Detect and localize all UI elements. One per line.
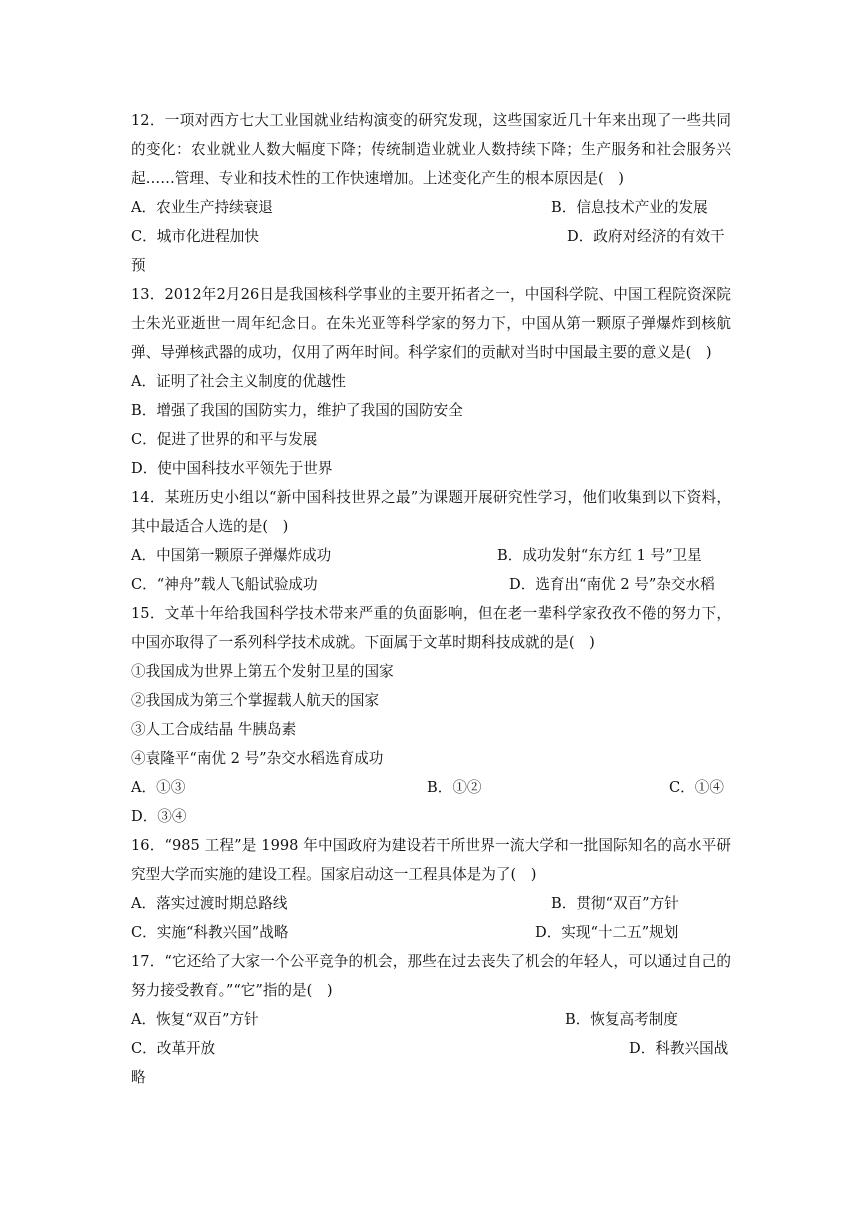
option-c: C．改革开放 (131, 1040, 216, 1057)
option-a: A．恢复“双百”方针 (131, 1011, 259, 1028)
option-d-continued: 预 (131, 257, 146, 274)
option-d: D．③④ (131, 808, 187, 825)
option-d: D．政府对经济的有效干 (567, 228, 725, 245)
options-row (131, 1005, 731, 1034)
option-a: A．农业生产持续衰退 (131, 199, 273, 216)
option-b: B．贯彻“双百”方针 (551, 895, 679, 912)
option-b: B．信息技术产业的发展 (551, 199, 708, 216)
options-row (131, 570, 731, 599)
option-c: C．①④ (669, 779, 724, 796)
option-b: B．恢复高考制度 (565, 1011, 678, 1028)
option-c: C．促进了世界的和平与发展 (131, 431, 318, 448)
options-row (131, 541, 731, 570)
option-c: C．城市化进程加快 (131, 228, 259, 245)
statement-item: ④袁隆平“南优 2 号”杂交水稻选育成功 (131, 750, 384, 767)
statement-item: ②我国成为第三个掌握载人航天的国家 (131, 692, 380, 709)
option-d: D．选育出“南优 2 号”杂交水稻 (509, 576, 715, 593)
statement-item: ①我国成为世界上第五个发射卫星的国家 (131, 663, 394, 680)
option-d: D．科教兴国战 (629, 1040, 729, 1057)
question-stem: 16．“985 工程”是 1998 年中国政府为建设若干所世界一流大学和一批国际知名的高水平研究型大学而实施的建设工程。国家启动这一工程具体是为了( ) (131, 837, 731, 883)
option-a: A．落实过渡时期总路线 (131, 895, 288, 912)
options-row (131, 193, 731, 222)
option-a: A．中国第一颗原子弹爆炸成功 (131, 547, 332, 564)
question-stem: 14．某班历史小组以“新中国科技世界之最”为课题开展研究性学习，他们收集到以下资料，其中最适合人选的是( ) (131, 489, 731, 535)
question-12 (131, 106, 731, 280)
option-a: A．①③ (131, 779, 186, 796)
options-row (131, 1034, 731, 1063)
question-15 (131, 599, 731, 831)
option-b: B．增强了我国的国防实力，维护了我国的国防安全 (131, 402, 463, 419)
options-row (131, 889, 731, 918)
option-b: B．成功发射“东方红 1 号”卫星 (497, 547, 702, 564)
options-row (131, 773, 731, 802)
option-d: D．实现“十二五”规划 (535, 924, 679, 941)
options-row (131, 222, 731, 251)
question-stem: 17．“它还给了大家一个公平竞争的机会，那些在过去丧失了机会的年轻人，可以通过自己的努力接受教育。”“它”指的是( ) (131, 953, 731, 999)
option-a: A．证明了社会主义制度的优越性 (131, 373, 346, 390)
option-c: C．实施“科教兴国”战略 (131, 924, 289, 941)
statement-item: ③人工合成结晶 牛胰岛素 (131, 721, 297, 738)
exam-page (131, 106, 731, 1092)
question-14 (131, 483, 731, 599)
question-stem: 12．一项对西方七大工业国就业结构演变的研究发现，这些国家近几十年来出现了一些共同的变化：农业就业人数大幅度下降；传统制造业就业人数持续下降；生产服务和社会服务兴起……管理、专业和技术性的工作快速增加。上述变化产生的根本原因是( ) (131, 112, 731, 187)
option-d-continued: 略 (131, 1069, 146, 1086)
option-d: D．使中国科技水平领先于世界 (131, 460, 333, 477)
question-stem: 15．文革十年给我国科学技术带来严重的负面影响，但在老一辈科学家孜孜不倦的努力下，中国亦取得了一系列科学技术成就。下面属于文革时期科技成就的是( ) (131, 605, 731, 651)
options-row (131, 918, 731, 947)
question-16 (131, 831, 731, 947)
question-17 (131, 947, 731, 1092)
option-b: B．①② (427, 779, 482, 796)
question-13 (131, 280, 731, 483)
question-stem: 13．2012年2月26日是我国核科学事业的主要开拓者之一，中国科学院、中国工程院资深院士朱光亚逝世一周年纪念日。在朱光亚等科学家的努力下，中国从第一颗原子弹爆炸到核航弹、导弹核武器的成功，仅用了两年时间。科学家们的贡献对当时中国最主要的意义是( ) (131, 286, 731, 361)
option-c: C．“神舟”载人飞船试验成功 (131, 576, 318, 593)
